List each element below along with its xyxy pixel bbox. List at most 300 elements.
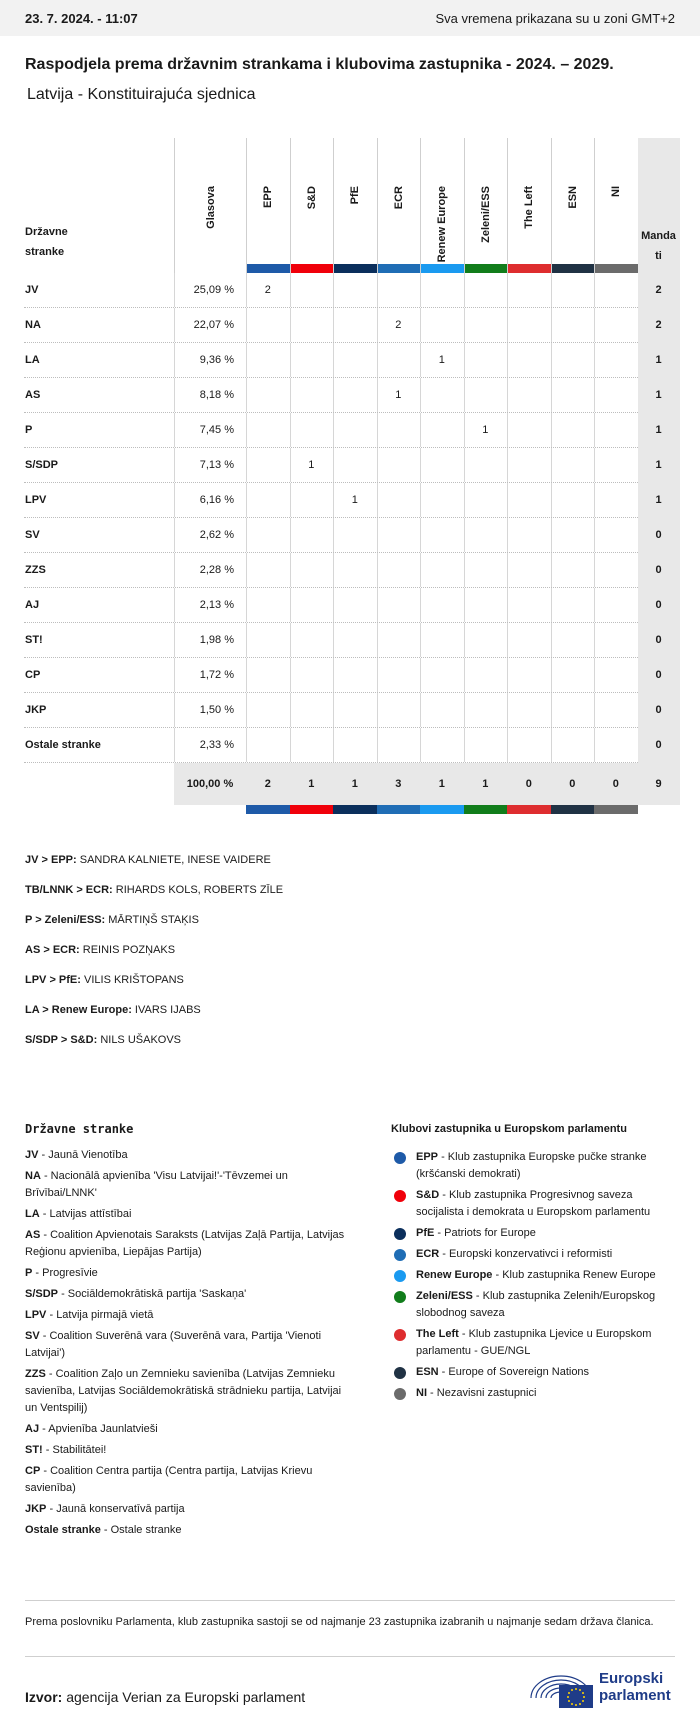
- group-seat-cell: [507, 273, 551, 308]
- group-header-pfe: [333, 138, 377, 273]
- group-legend-abbr: S&D: [416, 1189, 440, 1201]
- mandates-cell: 1: [638, 413, 680, 448]
- logo-line1: Europski: [599, 1670, 664, 1687]
- mandates-cell: 0: [638, 588, 680, 623]
- divider: [25, 1656, 675, 1657]
- group-seat-cell: [290, 553, 334, 588]
- party-legend-name: Stabilitātei!: [52, 1444, 107, 1456]
- group-color-bar: [333, 805, 377, 814]
- total-group-seats: 0: [569, 778, 576, 790]
- group-header-the-left: [507, 138, 551, 273]
- mandates-cell: 0: [638, 658, 680, 693]
- group-color-bar: [246, 805, 290, 814]
- group-seat-cell: [246, 378, 290, 413]
- group-header-ecr: [377, 138, 421, 273]
- group-seat-cell: [420, 658, 464, 693]
- group-header-label: Renew Europe: [436, 186, 449, 263]
- group-seat-cell: [377, 553, 421, 588]
- mep-key: S/SDP > S&D:: [25, 1034, 98, 1046]
- votes-cell: 2,62 %: [199, 529, 234, 541]
- party-cell: LA: [25, 354, 40, 366]
- stranke-header: [25, 222, 68, 262]
- votes-cell: 22,07 %: [193, 319, 234, 331]
- group-seat-cell: 2: [395, 319, 402, 331]
- group-color-dot: [394, 1152, 406, 1164]
- group-seat-cell: [420, 483, 464, 518]
- group-seat-cell: [246, 693, 290, 728]
- group-seat-cell: [246, 728, 290, 763]
- party-cell: LPV: [25, 494, 47, 506]
- group-seat-cell: [464, 693, 508, 728]
- mandates-cell: 0: [638, 518, 680, 553]
- group-seat-cell: [551, 448, 595, 483]
- group-seat-cell: [333, 588, 377, 623]
- table-row: [24, 483, 680, 518]
- group-legend-name: Klub zastupnika Zelenih/Europskog slobodnog saveza: [416, 1290, 656, 1319]
- group-header-label: PfE: [349, 186, 362, 205]
- total-group-seats: 1: [438, 778, 445, 790]
- group-seat-cell: [333, 518, 377, 553]
- table-row: [24, 273, 680, 308]
- total-group-seats: 1: [482, 778, 489, 790]
- table-row: [24, 728, 680, 763]
- group-seat-cell: [507, 658, 551, 693]
- group-color-dot: [394, 1291, 406, 1303]
- party-legend-name: Latvija pirmajā vietā: [56, 1309, 154, 1321]
- group-seat-cell: [551, 518, 595, 553]
- votes-cell: 25,09 %: [193, 284, 234, 296]
- source-line: [25, 1689, 305, 1705]
- group-color-bar: [465, 264, 509, 273]
- mandates-cell: 1: [638, 483, 680, 518]
- group-seat-cell: [290, 728, 334, 763]
- group-seat-cell: [551, 553, 595, 588]
- group-seat-cell: [464, 378, 508, 413]
- logo-line2: parlament: [599, 1687, 671, 1704]
- party-cell: ST!: [25, 634, 43, 646]
- party-legend-item: NA - Nacionālā apvienība 'Visu Latvijai!'-'Tēvzemei un Brīvībai/LNNK': [25, 1170, 288, 1199]
- mandates-cell: 0: [638, 553, 680, 588]
- group-seat-cell: [464, 588, 508, 623]
- party-legend-abbr: P: [25, 1267, 33, 1279]
- mep-line: [25, 882, 283, 912]
- group-seat-cell: [333, 553, 377, 588]
- group-seat-cell: [594, 728, 638, 763]
- party-cell: NA: [25, 319, 41, 331]
- group-seat-cell: [246, 343, 290, 378]
- group-seat-cell: [594, 623, 638, 658]
- total-group-seats: 1: [308, 778, 315, 790]
- source-label: Izvor:: [25, 1689, 63, 1705]
- mandates-cell: 2: [638, 308, 680, 343]
- party-legend-item: Ostale stranke - Ostale stranke: [25, 1524, 182, 1536]
- party-legend-item: LPV - Latvija pirmajā vietā: [25, 1309, 154, 1321]
- party-legend-item: JV - Jaunā Vienotība: [25, 1149, 128, 1161]
- group-header-label: ESN: [566, 186, 579, 209]
- group-legend-abbr: EPP: [416, 1151, 439, 1163]
- group-color-dot: [394, 1190, 406, 1202]
- group-seat-cell: [246, 553, 290, 588]
- mandates-cell: 2: [638, 273, 680, 308]
- group-seat-cell: [290, 378, 334, 413]
- votes-cell: 7,13 %: [199, 459, 234, 471]
- table-row: [24, 518, 680, 553]
- party-cell: JKP: [25, 704, 47, 716]
- group-seat-cell: [290, 483, 334, 518]
- group-seat-cell: [464, 273, 508, 308]
- group-seat-cell: 1: [308, 459, 315, 471]
- group-seat-cell: [420, 308, 464, 343]
- party-legend-abbr: AJ: [25, 1423, 40, 1435]
- mep-names: VILIS KRIŠTOPANS: [84, 974, 184, 986]
- group-seat-cell: 1: [395, 389, 402, 401]
- group-legend-abbr: The Left: [416, 1328, 459, 1340]
- group-color-dot: [394, 1270, 406, 1282]
- table-row: [24, 588, 680, 623]
- mep-line: [25, 942, 283, 972]
- group-color-bar: [290, 805, 334, 814]
- group-seat-cell: [594, 518, 638, 553]
- group-legend-name: Patriots for Europe: [444, 1227, 536, 1239]
- group-header-label: NI: [610, 186, 623, 197]
- group-color-bar: [291, 264, 335, 273]
- group-seat-cell: [507, 518, 551, 553]
- votes-cell: 9,36 %: [199, 354, 234, 366]
- party-legend-name: Latvijas attīstībai: [49, 1208, 132, 1220]
- group-header-label: Zeleni/ESS: [479, 186, 492, 243]
- votes-cell: 1,72 %: [199, 669, 234, 681]
- total-mandates: 9: [655, 778, 662, 790]
- party-legend-name: Ostale stranke: [110, 1524, 182, 1536]
- group-color-bar: [552, 264, 596, 273]
- party-legend-name: Apvienība Jaunlatvieši: [48, 1423, 158, 1435]
- mandates-label-line2: ti: [655, 250, 662, 262]
- group-seat-cell: [333, 448, 377, 483]
- group-seat-cell: [420, 728, 464, 763]
- group-legend-name: Klub zastupnika Europske pučke stranke (kršćanski demokrati): [416, 1151, 647, 1180]
- party-legend-title: Državne stranke: [25, 1122, 134, 1136]
- group-header-label: S&D: [305, 186, 318, 210]
- group-legend: [391, 1121, 681, 1406]
- total-group-seats: 0: [612, 778, 619, 790]
- group-seat-cell: [594, 693, 638, 728]
- group-seat-cell: [420, 693, 464, 728]
- group-seat-cell: [464, 553, 508, 588]
- group-legend-item: ESN - Europe of Sovereign Nations: [391, 1364, 681, 1381]
- votes-cell: 6,16 %: [199, 494, 234, 506]
- party-legend-abbr: LPV: [25, 1309, 47, 1321]
- group-legend-item: PfE - Patriots for Europe: [391, 1225, 681, 1242]
- total-group-seats: 2: [264, 778, 271, 790]
- group-seat-cell: [551, 343, 595, 378]
- party-legend-item: JKP - Jaunā konservatīvā partija: [25, 1503, 185, 1515]
- party-cell: CP: [25, 669, 41, 681]
- group-legend-name: Klub zastupnika Progresivnog saveza socijalista i demokrata u Europskom parlamentu: [416, 1189, 651, 1218]
- group-legend-name: Klub zastupnika Renew Europe: [502, 1269, 656, 1281]
- mandates-cell: 1: [638, 378, 680, 413]
- group-seat-cell: [420, 448, 464, 483]
- group-legend-item: EPP - Klub zastupnika Europske pučke stranke (kršćanski demokrati): [391, 1149, 681, 1183]
- group-legend-item: The Left - Klub zastupnika Ljevice u Europskom parlamentu - GUE/NGL: [391, 1326, 681, 1360]
- party-legend-abbr: Ostale stranke: [25, 1524, 101, 1536]
- group-seat-cell: [551, 658, 595, 693]
- group-color-bar: [334, 264, 378, 273]
- group-seat-cell: [377, 518, 421, 553]
- party-legend-name: Coalition Apvienotais Saraksts (Latvijas Zaļā Partija, Latvijas Reģionu apvienība, Liepājas Partija): [25, 1229, 345, 1258]
- group-seat-cell: [551, 693, 595, 728]
- mep-names: RIHARDS KOLS, ROBERTS ZĪLE: [115, 884, 284, 896]
- group-seat-cell: [594, 588, 638, 623]
- mep-line: [25, 912, 283, 942]
- group-seat-cell: [377, 343, 421, 378]
- party-legend-abbr: S/SDP: [25, 1288, 59, 1300]
- group-seat-cell: [290, 308, 334, 343]
- group-seat-cell: [464, 728, 508, 763]
- total-votes: 100,00 %: [186, 778, 234, 790]
- page-subtitle: Latvija - Konstituirajuća sjednica: [27, 86, 256, 103]
- group-seat-cell: [290, 273, 334, 308]
- party-legend-item: SV - Coalition Suverēnā vara (Suverēnā vara, Partija 'Vienoti Latvijai'): [25, 1330, 322, 1359]
- group-seat-cell: [333, 658, 377, 693]
- mep-key: TB/LNNK > ECR:: [25, 884, 113, 896]
- mandates-cell: 1: [638, 343, 680, 378]
- group-seat-cell: [464, 483, 508, 518]
- mep-names: MĀRTIŅŠ STAĶIS: [108, 914, 199, 926]
- party-legend-abbr: JV: [25, 1149, 39, 1161]
- group-color-bar: [377, 805, 421, 814]
- group-seat-cell: [246, 658, 290, 693]
- mandates-cell: 1: [638, 448, 680, 483]
- group-seat-cell: [377, 658, 421, 693]
- mep-key: JV > EPP:: [25, 854, 77, 866]
- group-seat-cell: [507, 343, 551, 378]
- group-seat-cell: [246, 448, 290, 483]
- party-legend-abbr: ZZS: [25, 1368, 46, 1380]
- group-color-bar: [378, 264, 422, 273]
- group-seat-cell: [333, 693, 377, 728]
- group-seat-cell: [464, 448, 508, 483]
- group-legend-name: Europski konzervativci i reformisti: [449, 1248, 613, 1260]
- mep-line: [25, 972, 283, 1002]
- votes-header-label: Glasova: [204, 186, 217, 229]
- stranke-header-line2: stranke: [25, 246, 65, 258]
- group-seat-cell: [246, 518, 290, 553]
- group-seat-cell: [290, 413, 334, 448]
- group-color-dot: [394, 1228, 406, 1240]
- group-seat-cell: [333, 343, 377, 378]
- total-group-seats: 1: [351, 778, 358, 790]
- party-legend-abbr: JKP: [25, 1503, 47, 1515]
- party-legend-abbr: SV: [25, 1330, 40, 1342]
- party-legend-name: Sociāldemokrātiskā partija 'Saskaņa': [67, 1288, 247, 1300]
- mep-key: P > Zeleni/ESS:: [25, 914, 106, 926]
- votes-cell: 1,50 %: [199, 704, 234, 716]
- group-color-dot: [394, 1329, 406, 1341]
- group-seat-cell: [551, 623, 595, 658]
- table-row: [24, 343, 680, 378]
- group-header-ni: [594, 138, 638, 273]
- party-legend-item: CP - Coalition Centra partija (Centra partija, Latvijas Krievu savienība): [25, 1465, 313, 1494]
- group-color-bar: [508, 264, 552, 273]
- group-seat-cell: [333, 378, 377, 413]
- table-body: [24, 273, 676, 763]
- group-seat-cell: [290, 658, 334, 693]
- mep-key: AS > ECR:: [25, 944, 80, 956]
- rules-note: Prema poslovniku Parlamenta, klub zastupnika sastoji se od najmanje 23 zastupnika izabranih u najmanje sedam država članica.: [25, 1600, 675, 1631]
- group-seat-cell: [377, 728, 421, 763]
- party-cell: ZZS: [25, 564, 46, 576]
- group-legend-name: Klub zastupnika Ljevice u Europskom parlamentu - GUE/NGL: [416, 1328, 652, 1357]
- group-color-bar: [421, 264, 465, 273]
- group-seat-cell: [246, 413, 290, 448]
- group-seat-cell: [420, 273, 464, 308]
- party-legend-item: AS - Coalition Apvienotais Saraksts (Latvijas Zaļā Partija, Latvijas Reģionu apvienība, Liepājas Partija): [25, 1229, 345, 1258]
- group-color-bar: [420, 805, 464, 814]
- group-color-dot: [394, 1249, 406, 1261]
- group-color-bar: [247, 264, 291, 273]
- group-seat-cell: [290, 518, 334, 553]
- group-seat-cell: [464, 658, 508, 693]
- group-legend-item: ECR - Europski konzervativci i reformisti: [391, 1246, 681, 1263]
- group-seat-cell: [551, 273, 595, 308]
- party-cell: P: [25, 424, 33, 436]
- group-color-bar: [464, 805, 508, 814]
- group-header-zeleni-ess: [464, 138, 508, 273]
- group-seat-cell: [594, 378, 638, 413]
- party-cell: AJ: [25, 599, 40, 611]
- party-legend-abbr: ST!: [25, 1444, 43, 1456]
- group-legend-abbr: NI: [416, 1387, 427, 1399]
- group-header-s-d: [290, 138, 334, 273]
- mandates-header: [638, 138, 680, 273]
- group-seat-cell: [420, 518, 464, 553]
- top-bar: [0, 0, 700, 36]
- group-seat-cell: [507, 693, 551, 728]
- group-color-bar: [595, 264, 639, 273]
- table-row: [24, 448, 680, 483]
- mep-key: LPV > PfE:: [25, 974, 81, 986]
- group-seat-cell: 2: [264, 284, 271, 296]
- group-seat-cell: [464, 343, 508, 378]
- group-seat-cell: [551, 588, 595, 623]
- group-seat-cell: [507, 623, 551, 658]
- group-seat-cell: [464, 623, 508, 658]
- votes-cell: 7,45 %: [199, 424, 234, 436]
- mep-names: SANDRA KALNIETE, INESE VAIDERE: [79, 854, 271, 866]
- party-cell: AS: [25, 389, 41, 401]
- group-seat-cell: [551, 728, 595, 763]
- group-legend-abbr: PfE: [416, 1227, 435, 1239]
- group-seat-cell: [377, 623, 421, 658]
- logo-text: [599, 1670, 671, 1704]
- group-legend-name: Europe of Sovereign Nations: [448, 1366, 590, 1378]
- table-row: [24, 378, 680, 413]
- group-seat-cell: [246, 483, 290, 518]
- table-row: [24, 413, 680, 448]
- party-legend-name: Coalition Suverēnā vara (Suverēnā vara, Partija 'Vienoti Latvijai'): [25, 1330, 322, 1359]
- party-cell: JV: [25, 284, 39, 296]
- votes-cell: 2,33 %: [199, 739, 234, 751]
- votes-cell: 2,13 %: [199, 599, 234, 611]
- total-group-seats: 3: [395, 778, 402, 790]
- group-seat-cell: [594, 658, 638, 693]
- group-color-bar: [594, 805, 638, 814]
- group-seat-cell: [551, 378, 595, 413]
- table-row: [24, 553, 680, 588]
- eu-parliament-logo-icon: [527, 1668, 677, 1710]
- group-seat-cell: 1: [482, 424, 489, 436]
- group-seat-cell: [507, 728, 551, 763]
- table-row: [24, 658, 680, 693]
- group-seat-cell: [377, 413, 421, 448]
- group-seat-cell: [507, 448, 551, 483]
- votes-header: [174, 138, 246, 273]
- group-seat-cell: [594, 483, 638, 518]
- group-header-esn: [551, 138, 595, 273]
- party-legend-item: ZZS - Coalition Zaļo un Zemnieku savienība (Latvijas Zemnieku savienība, Latvijas Sociāldemokrātiskā strādnieku partija, Latvijai un Ventspilij): [25, 1368, 342, 1414]
- table-row: [24, 623, 680, 658]
- votes-cell: 8,18 %: [199, 389, 234, 401]
- table-row: [24, 693, 680, 728]
- group-seat-cell: [290, 693, 334, 728]
- group-seat-cell: [594, 273, 638, 308]
- group-seat-cell: [551, 413, 595, 448]
- mandates-header-label: [638, 226, 680, 266]
- group-seat-cell: [507, 378, 551, 413]
- results-table: [24, 138, 676, 815]
- group-seat-cell: [246, 588, 290, 623]
- group-seat-cell: [333, 728, 377, 763]
- table-header: [24, 138, 676, 273]
- party-legend: [25, 1121, 345, 1543]
- parliament-hemicycle-icon: [527, 1668, 597, 1710]
- group-seat-cell: [333, 308, 377, 343]
- group-seat-cell: [464, 308, 508, 343]
- group-legend-item: Zeleni/ESS - Klub zastupnika Zelenih/Europskog slobodnog saveza: [391, 1288, 681, 1322]
- group-seat-cell: [290, 588, 334, 623]
- group-color-dot: [394, 1388, 406, 1400]
- group-header-label: EPP: [262, 186, 275, 209]
- update-date: 23. 7. 2024. - 11:07: [25, 10, 138, 26]
- mandates-cell: 0: [638, 728, 680, 763]
- group-legend-abbr: ESN: [416, 1366, 439, 1378]
- group-legend-item: S&D - Klub zastupnika Progresivnog saveza socijalista i demokrata u Europskom parlamentu: [391, 1187, 681, 1221]
- group-header-label: ECR: [392, 186, 405, 210]
- source-text: agencija Verian za Europski parlament: [66, 1689, 306, 1705]
- party-legend-item: LA - Latvijas attīstībai: [25, 1208, 132, 1220]
- group-legend-abbr: ECR: [416, 1248, 440, 1260]
- party-legend-name: Jaunā konservatīvā partija: [56, 1503, 185, 1515]
- mep-names: NILS UŠAKOVS: [100, 1034, 182, 1046]
- party-legend-name: Coalition Centra partija (Centra partija, Latvijas Krievu savienība): [25, 1465, 313, 1494]
- group-seat-cell: [246, 623, 290, 658]
- party-legend-abbr: CP: [25, 1465, 41, 1477]
- group-seat-cell: [551, 308, 595, 343]
- group-seat-cell: [507, 483, 551, 518]
- group-seat-cell: [246, 308, 290, 343]
- group-seat-cell: [290, 623, 334, 658]
- group-color-dot: [394, 1367, 406, 1379]
- party-legend-name: Nacionālā apvienība 'Visu Latvijai!'-'Tēvzemei un Brīvībai/LNNK': [25, 1170, 288, 1199]
- party-legend-name: Progresīvie: [42, 1267, 98, 1279]
- group-legend-title: Klubovi zastupnika u Europskom parlamentu: [391, 1123, 627, 1135]
- group-color-bar: [507, 805, 551, 814]
- mep-names: IVARS IJABS: [134, 1004, 201, 1016]
- table-row: [24, 308, 680, 343]
- group-seat-cell: [420, 623, 464, 658]
- group-seat-cell: [420, 553, 464, 588]
- party-legend-name: Jaunā Vienotība: [48, 1149, 128, 1161]
